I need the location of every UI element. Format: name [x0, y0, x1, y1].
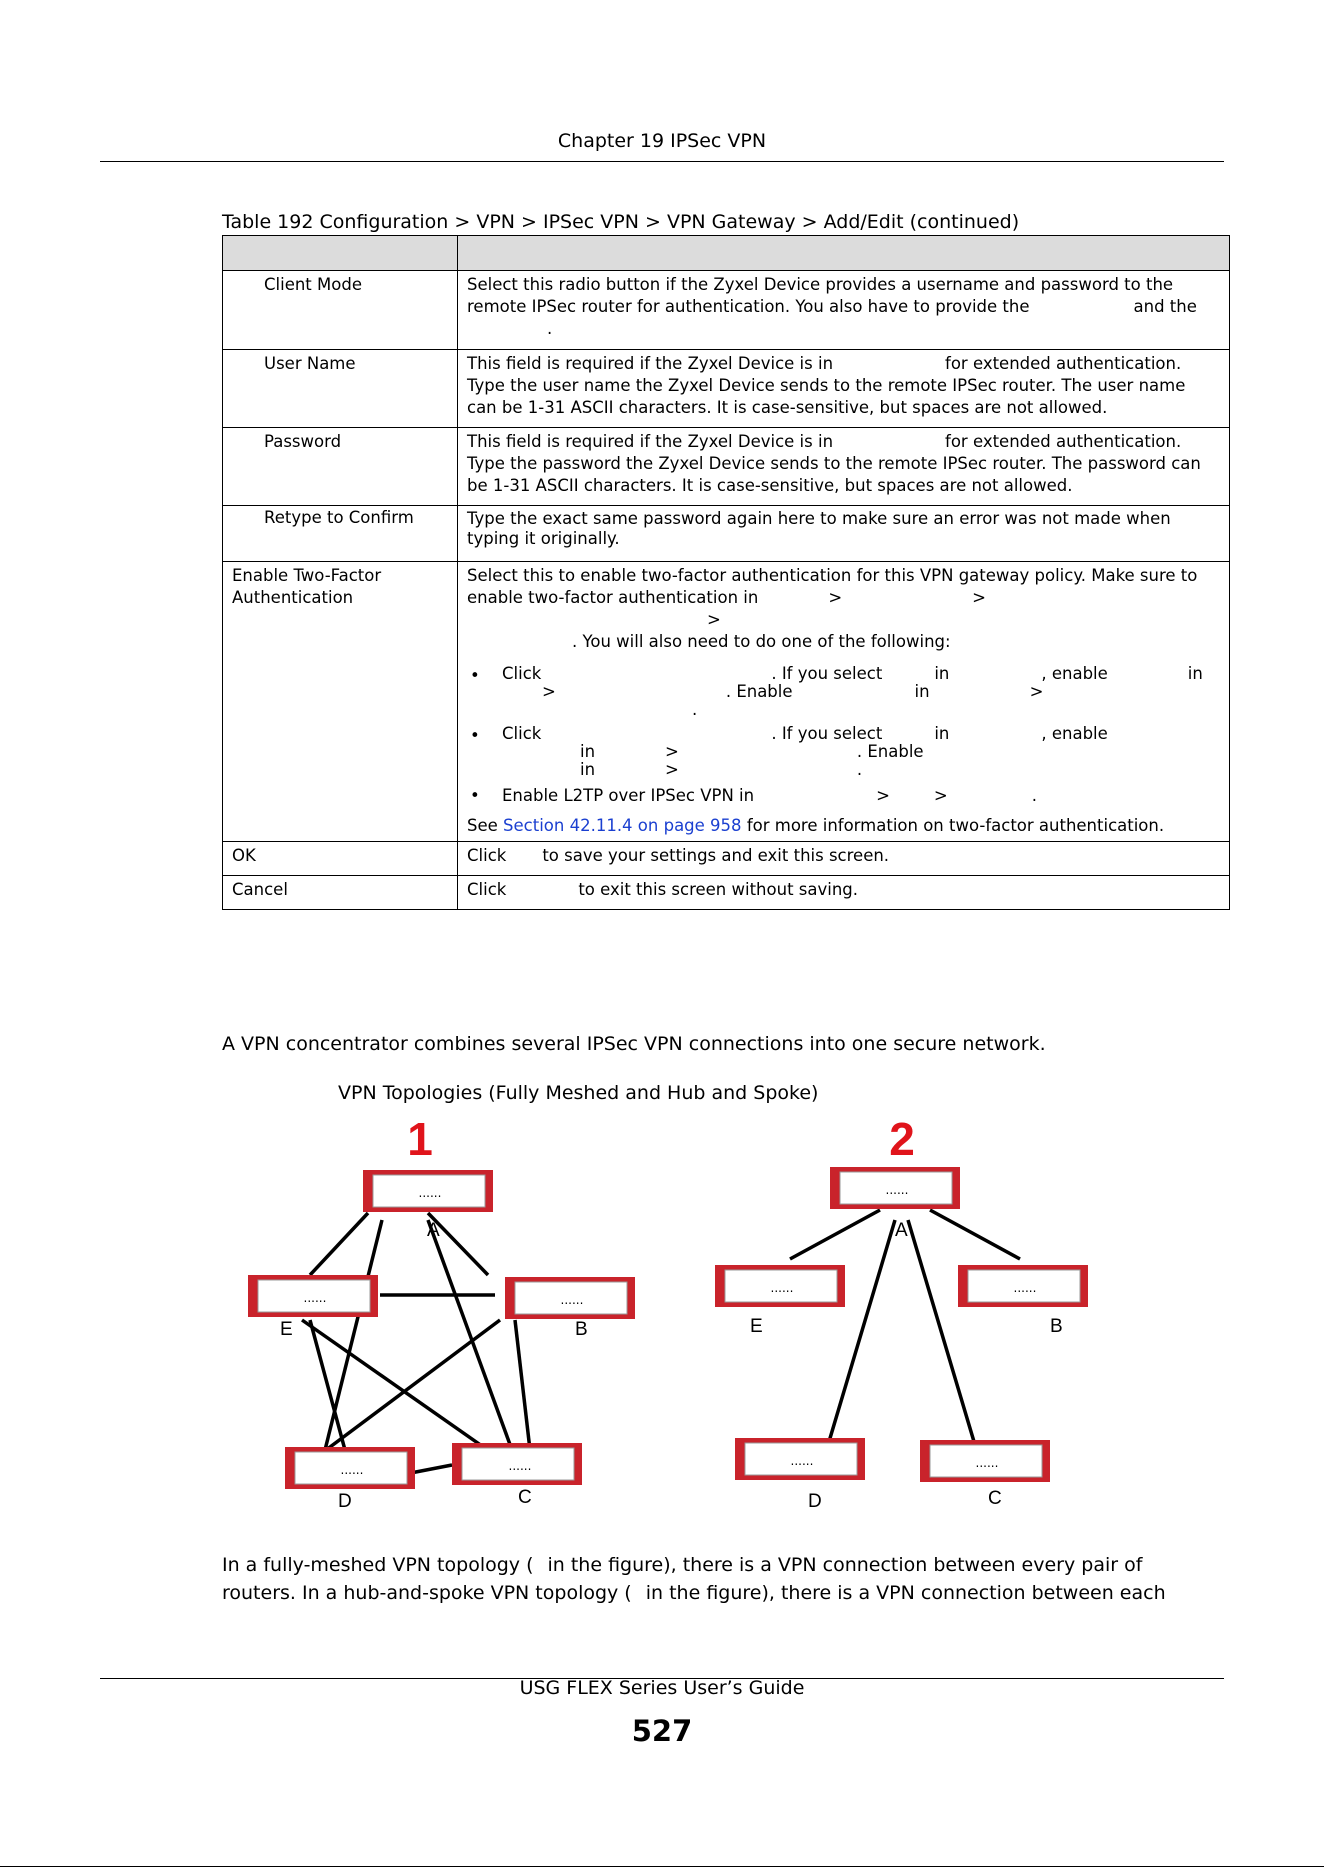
row-description: Click to exit this screen without saving.	[458, 876, 1230, 910]
row-description	[458, 562, 1230, 842]
topology-number-1: 1	[407, 1113, 433, 1165]
device-router	[363, 1170, 493, 1212]
row-label: Password	[223, 428, 458, 506]
device-router	[452, 1443, 582, 1485]
row-label: User Name	[223, 350, 458, 428]
section-link[interactable]: Section 42.11.4 on page 958	[503, 816, 742, 835]
see-also: See Section 42.11.4 on page 958 for more information on two-factor authentication.	[467, 816, 1165, 835]
table-row	[223, 271, 1230, 350]
device-router	[285, 1447, 415, 1489]
vpn-topology-figure	[230, 1105, 1110, 1525]
device-router	[248, 1275, 378, 1317]
row-label: Client Mode	[223, 271, 458, 350]
node-label-c: C	[518, 1487, 532, 1508]
device-dots: ......	[975, 1456, 999, 1470]
device-router	[505, 1277, 635, 1319]
device-dots: ......	[418, 1186, 442, 1200]
row-description: Type the exact same password again here to make sure an error was not made when typing it originally.	[458, 506, 1230, 562]
device-dots: ......	[508, 1459, 532, 1473]
device-router	[830, 1167, 960, 1209]
topology-paragraph: In a fully-meshed VPN topology ( in the figure), there is a VPN connection between every pair of routers. In a hub-and-spoke VPN topology ( in the figure), there is a VPN connection between each	[222, 1554, 1166, 1604]
row-description: Select this radio button if the Zyxel Device provides a username and password to the remote IPSec router for authentication. You also have to provide the and the .	[458, 271, 1230, 350]
row-description: This field is required if the Zyxel Device is in for extended authentication. Type the password the Zyxel Device sends to the remote IPSec router. The password can be 1-31 ASCII characters. It is case-sensitive, but spaces are not allowed.	[458, 428, 1230, 506]
table-caption: Table 192 Configuration > VPN > IPSec VPN > VPN Gateway > Add/Edit (continued)	[222, 211, 1020, 233]
bullet-item: • Click . If you select in , enable in > . Enable in >.	[470, 664, 1203, 719]
row-label: Retype to Confirm	[223, 506, 458, 562]
device-dots: ......	[770, 1281, 794, 1295]
node-label-d: D	[808, 1491, 822, 1512]
row-description: This field is required if the Zyxel Device is in for extended authentication. Type the user name the Zyxel Device sends to the remote IPSec router. The user name can be 1-31 ASCII characters. It is case-sensitive, but spaces are not allowed.	[458, 350, 1230, 428]
row-description: Click to save your settings and exit this screen.	[458, 842, 1230, 876]
device-router	[920, 1440, 1050, 1482]
row-label: Cancel	[223, 876, 458, 910]
device-dots: ......	[303, 1291, 327, 1305]
device-router	[735, 1438, 865, 1480]
table-row	[223, 350, 1230, 428]
node-label-e: E	[280, 1319, 293, 1340]
chapter-header: Chapter 19 IPSec VPN	[557, 130, 767, 152]
intro-paragraph: A VPN concentrator combines several IPSec VPN connections into one secure network.	[222, 1033, 1046, 1055]
node-label-d: D	[338, 1491, 352, 1512]
table-row	[223, 562, 1230, 842]
node-label-b: B	[575, 1319, 588, 1340]
table-row	[223, 876, 1230, 910]
node-label-c: C	[988, 1488, 1002, 1509]
bullet-item: • Click . If you select in , enable in > . Enable in > .	[470, 724, 1108, 779]
node-label-a: A	[895, 1220, 908, 1241]
device-dots: ......	[1013, 1281, 1037, 1295]
node-label-a: A	[427, 1220, 440, 1241]
header-cell-description	[458, 236, 1230, 271]
footer-guide: USG FLEX Series User’s Guide	[519, 1677, 805, 1699]
header-cell-label	[223, 236, 458, 271]
config-table	[222, 235, 1230, 910]
device-dots: ......	[885, 1183, 909, 1197]
node-label-e: E	[750, 1316, 763, 1337]
row-label: Enable Two-Factor Authentication	[223, 562, 458, 842]
device-dots: ......	[340, 1463, 364, 1477]
figure-caption: VPN Topologies (Fully Meshed and Hub and Spoke)	[338, 1082, 819, 1104]
bullet-item: • Enable L2TP over IPSec VPN in > > .	[470, 786, 1037, 805]
table-header-row	[223, 236, 1230, 271]
topology-number-2: 2	[889, 1113, 915, 1165]
two-factor-intro: Select this to enable two-factor authentication for this VPN gateway policy. Make sure to enable two-factor authentication in > >> . You will also need to do one of the following:	[467, 566, 1198, 651]
bottom-rule	[0, 1866, 1324, 1867]
header-rule	[100, 161, 1224, 162]
device-router	[958, 1265, 1088, 1307]
table-row	[223, 842, 1230, 876]
device-dots: ......	[790, 1454, 814, 1468]
table-row	[223, 506, 1230, 562]
device-dots: ......	[560, 1293, 584, 1307]
device-router	[715, 1265, 845, 1307]
node-label-b: B	[1050, 1316, 1063, 1337]
table-row	[223, 428, 1230, 506]
page-number: 527	[631, 1714, 693, 1748]
row-label: OK	[223, 842, 458, 876]
